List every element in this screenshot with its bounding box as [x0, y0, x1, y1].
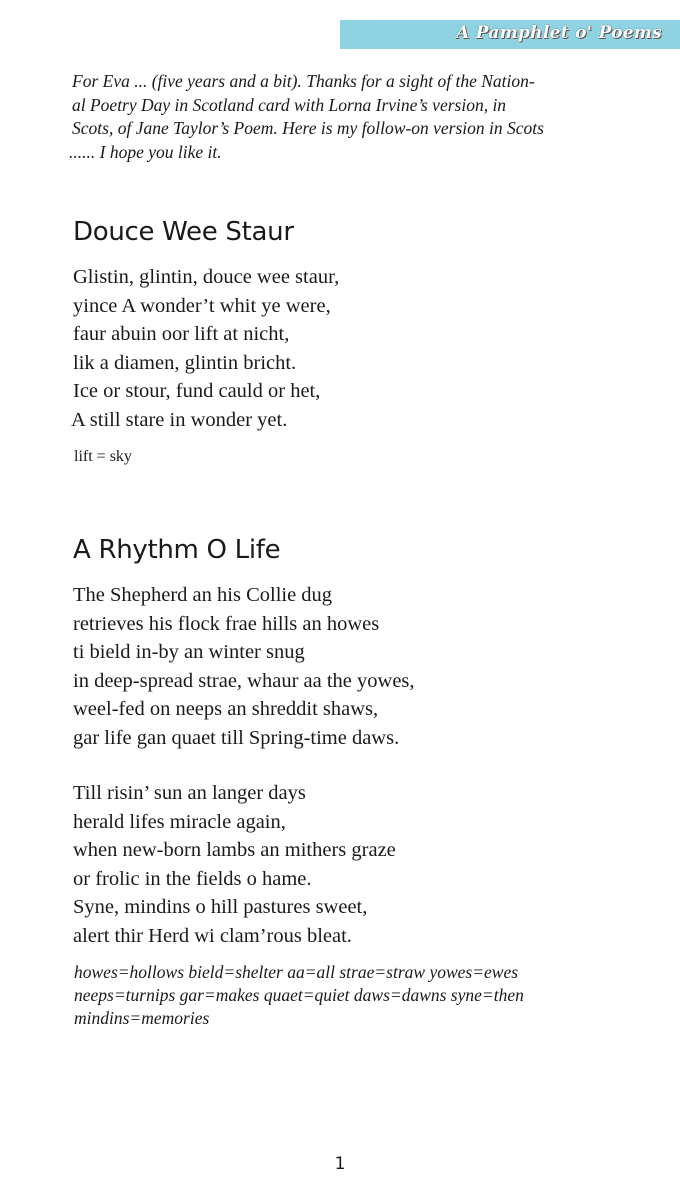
page-number: 1 [334, 1154, 346, 1174]
poem1-gloss: lift = sky [74, 448, 132, 465]
intro-line: al Poetry Day in Scotland card with Lorna Irvine’s version, in [72, 94, 507, 115]
poem-line: Syne, mindins o hill pastures sweet, [73, 896, 368, 919]
poem-line: alert thir Herd wi clam’rous bleat. [73, 924, 352, 947]
intro-line: Scots, of Jane Taylor’s Poem. Here is my follow-on version in Scots [72, 118, 544, 138]
poem-line: ti bield in-by an winter snug [73, 641, 305, 664]
poem-line: herald lifes miracle again, [73, 810, 286, 833]
gloss-line: howes=hollows bield=shelter aa=all strae=straw yowes=ewes [74, 962, 519, 982]
intro-dedication [69, 70, 632, 164]
poem-line: weel-fed on neeps an shreddit shaws, [73, 698, 379, 721]
poem-line: or frolic in the fields o hame. [73, 867, 312, 890]
poem-line: A still stare in wonder yet. [71, 408, 288, 431]
poem-line: gar life gan quaet till Spring-time daws. [73, 726, 400, 749]
header-band [340, 20, 680, 49]
poem-line: when new-born lambs an mithers graze [73, 839, 396, 862]
gloss-line: mindins=memories [74, 1008, 210, 1028]
poem-line: retrieves his flock frae hills an howes [73, 612, 380, 635]
poem-body-douce-wee-staur [73, 263, 339, 435]
poem2-gloss [74, 961, 634, 1030]
intro-line: For Eva ... (five years and a bit). Thanks for a sight of the Nation- [72, 71, 535, 91]
gloss-line: neeps=turnips gar=makes quaet=quiet daws=dawns syne=then [74, 985, 524, 1005]
poem-stanza-2 [73, 779, 396, 951]
poem-line: Glistin, glintin, douce wee staur, [73, 266, 340, 288]
poem-title-a-rhythm-o-life: A Rhythm O Life [73, 535, 281, 565]
intro-line: ...... I hope you like it. [69, 141, 222, 162]
poem-line: The Shepherd an his Collie dug [73, 584, 333, 606]
poem-line: lik a diamen, glintin bricht. [73, 351, 297, 374]
poem-line: Till risin’ sun an langer days [73, 782, 306, 804]
poem-title-douce-wee-staur: Douce Wee Staur [73, 217, 294, 247]
header-title: A Pamphlet o' Poems [456, 23, 662, 43]
poem-line: in deep-spread strae, whaur aa the yowes, [73, 669, 415, 692]
poem-line: yince A wonder’t whit ye were, [73, 294, 331, 317]
poem-stanza-1 [73, 581, 415, 753]
poem-line: faur abuin oor lift at nicht, [73, 323, 290, 346]
poem-line: Ice or stour, fund cauld or het, [73, 380, 321, 403]
